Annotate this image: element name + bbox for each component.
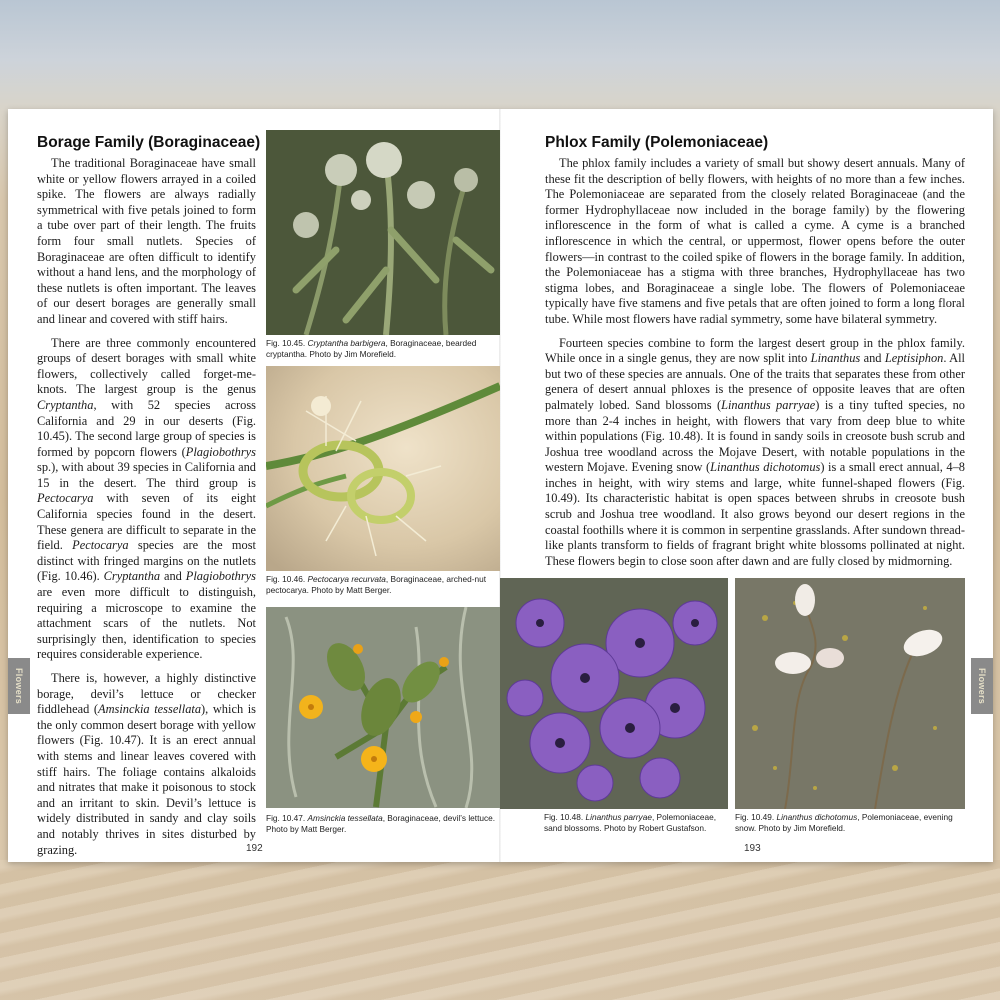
phlox-paragraph-1: The phlox family includes a variety of small but showy desert annuals. Many of these fit the description of belly flowers, with heights of no more than a few inches. The Polemoniaceae are separated from the closely related Boraginaceae (and the former Hydrophyllaceae now included in the borage family) by the flowering inflorescence in the form of what is called a cyme. A cyme is a branched inflorescence in which the central, or uppermost, flower opens before the outer flowers—in contrast to the coiled spike of flowers in the borage family. In addition, the Polemoniaceae has a stigma with three branches, Hydrophyllaceae has two stigma lobes, and Boraginaceae a single lobe. The flowers of Polemoniaceae typically have five stamens and five petals that are often joined to form a long floral tube. While most flowers have radial symmetry, some have bilateral symmetry.: [545, 156, 965, 326]
page-number-right: 193: [744, 843, 761, 854]
phlox-family-heading: Phlox Family (Polemoniaceae): [545, 134, 769, 151]
photo-linanthus-parryae: [500, 578, 728, 809]
desert-sand-background: [0, 860, 1000, 1000]
figure-10-48-caption: Fig. 10.48. Linanthus parryae, Polemoniaceae, sand blossoms. Photo by Robert Gustafson.: [544, 812, 717, 833]
figure-10-47-caption: Fig. 10.47. Amsinckia tessellata, Boraginaceae, devil’s lettuce. Photo by Matt Berger.: [266, 813, 496, 834]
photo-cryptantha-barbigera: [266, 130, 500, 335]
borage-family-heading: Borage Family (Boraginaceae): [37, 134, 261, 151]
section-tab-label: Flowers: [14, 667, 24, 705]
photo-pectocarya-recurvata: [266, 366, 500, 571]
borage-paragraph-3: There is, however, a highly distinctive borage, devil’s lettuce or checker fiddlehead (Amsinckia tessellata), which is the only common desert borage with yellow flowers (Fig. 10.47). It is an erect annual with stems and linear leaves covered with stiff hairs. The foliage contains alkaloids and nitrates that make it poisonous to stock and an irritant to skin. Devil’s lettuce is widely distributed in sandy and clay soils and notably thrives in sites disturbed by grazing.: [37, 671, 256, 857]
photo-linanthus-dichotomus: [735, 578, 965, 809]
borage-paragraph-2: There are three commonly encountered groups of desert borages with small white flowers, collectively called forget-me-knots. The largest group is the genus Cryptantha, with 52 species across California and 29 in our deserts (Fig. 10.45). The second large group of species is formed by popcorn flowers (Plagiobothrys sp.), with about 39 species in California and 15 in the desert. The third group is Pectocarya with seven of its eight California species found in the desert. These genera are difficult to separate in the field. Pectocarya species are the most distinct with fringed margins on the nutlets (Fig. 10.46). Cryptantha and Plagiobothrys are even more difficult to distinguish, requiring a microscope to examine the attachment scars of the nutlets. Not surprisingly then, identification to species requires considerable experience.: [37, 335, 256, 662]
figure-10-46-caption: Fig. 10.46. Pectocarya recurvata, Boraginaceae, arched-nut pectocarya. Photo by Matt Berger.: [266, 574, 487, 595]
left-page: [8, 109, 500, 862]
page-number-left: 192: [246, 843, 263, 854]
borage-paragraph-1: The traditional Boraginaceae have small white or yellow flowers arrayed in a coiled spike. The flowers are always radially symmetrical with five petals joined to form a tube over part of their length. The fruits form four small nutlets. Species of Boraginaceae are often difficult to identify without a hand lens, and the morphology of these nutlets is often important. The leaves of our desert borages are generally small and linear and covered with stiff hairs.: [37, 156, 256, 326]
phlox-paragraph-2: Fourteen species combine to form the largest desert group in the phlox family. While once in a single genus, they are now split into Linanthus and Leptisiphon. All but two of these species are annuals. One of the traits that separates these from other genera of desert annual phloxes is the presence of opposite leaves that are often palmately lobed. Sand blossoms (Linanthus parryae) is a tiny tufted species, no more than 2-4 inches in height, with flowers that vary from deep blue to white within populations (Fig. 10.48). It is found in sandy soils in creosote bush scrub and Joshua tree woodland across the Mojave Desert, with notable populations in the western Mojave. Evening snow (Linanthus dichotomus) is a small erect annual, 4–8 inches in height, with wiry stems and large, white funnel-shaped flowers (Fig. 10.49). Its characteristic habitat is open spaces between shrubs in creosote bush scrub and Joshua tree woodland. It also grows beyond our desert regions in the coastal foothills where it is common in serpentine grasslands. After sundown thread-like plants transform to fields of fragrant bright white blossoms pollinated at night. These flowers begin to close soon after dawn and are fully closed by midmorning.: [545, 335, 965, 568]
figure-10-45-caption: Fig. 10.45. Cryptantha barbigera, Boraginaceae, bearded cryptantha. Photo by Jim Morefield.: [266, 338, 477, 359]
borage-text-column: [37, 156, 256, 866]
section-tab-label: Flowers: [977, 667, 987, 705]
photo-amsinckia-tessellata: [266, 607, 500, 808]
section-tab-left: [8, 658, 30, 714]
section-tab-right: [971, 658, 993, 714]
phlox-text-column: [545, 156, 965, 577]
figure-10-49-caption: Fig. 10.49. Linanthus dichotomus, Polemoniaceae, evening snow. Photo by Jim Morefield.: [735, 812, 953, 833]
book-spread: [8, 109, 993, 862]
right-page: [500, 109, 993, 862]
